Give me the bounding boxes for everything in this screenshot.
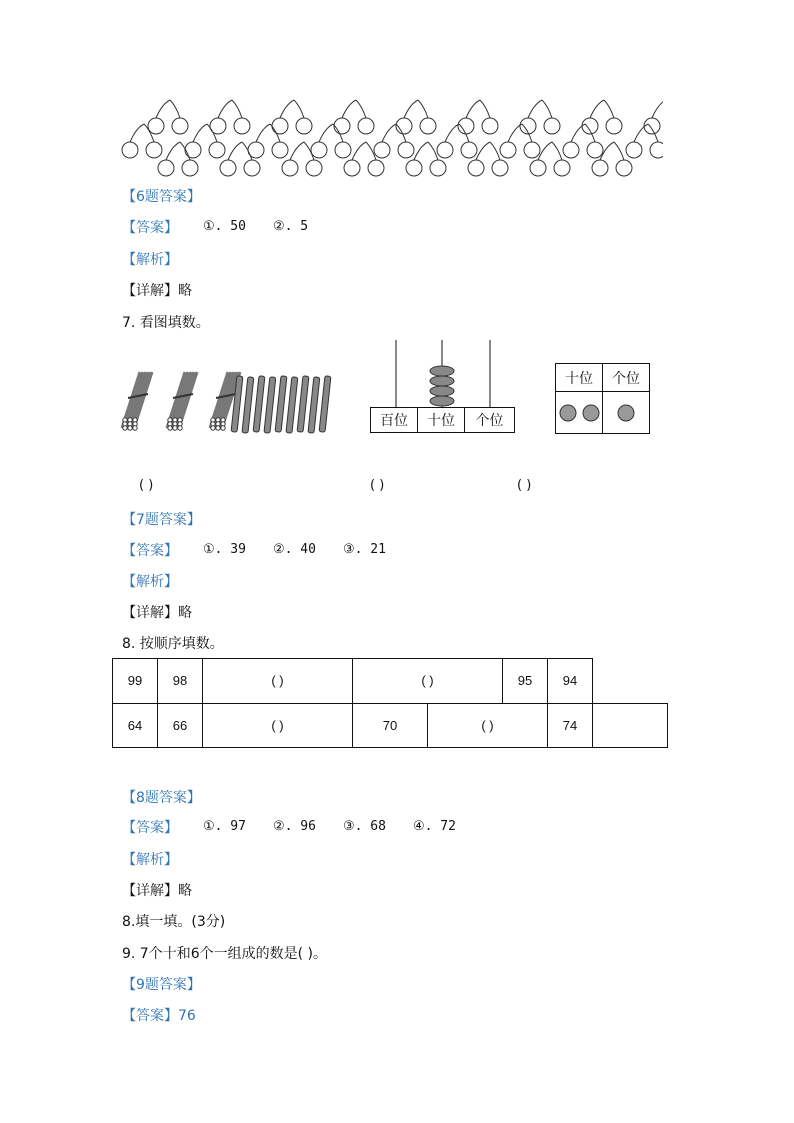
- q8-answer-2: ②. 96: [273, 819, 316, 834]
- cherry-pair-icon: [396, 100, 436, 134]
- q7-blank-3[interactable]: ( ): [517, 478, 532, 493]
- q8-answer-heading: 【8题答案】: [122, 790, 201, 806]
- table-cell: 66: [158, 703, 203, 748]
- table-cell: 99: [113, 659, 158, 704]
- cherry-pair-icon: [210, 100, 250, 134]
- cherry-pair-icon: [334, 100, 374, 134]
- q7-answer-3: ③. 21: [343, 542, 386, 557]
- abacus-beads: [430, 366, 454, 406]
- table-cell-blank[interactable]: ( ): [203, 659, 353, 704]
- q8-analysis-label: 【解析】: [122, 852, 178, 868]
- place-table-ones-cell: [602, 391, 650, 434]
- ones-counter: [614, 401, 638, 425]
- q6-detail: 【详解】略: [122, 283, 192, 299]
- cherry-pair-icon: [148, 100, 188, 134]
- abacus-label-tens: 十位: [417, 407, 465, 433]
- table-cell: 74: [548, 703, 593, 748]
- table-row: [113, 703, 668, 748]
- abacus-label-hundreds: 百位: [370, 407, 418, 433]
- single-stick-icon: [264, 377, 276, 433]
- sequence-table: [112, 658, 668, 748]
- q8-answer-label: 【答案】: [122, 820, 178, 836]
- q8-answer-3: ③. 68: [343, 819, 386, 834]
- place-table-tens-cell: [555, 391, 603, 434]
- q6-answer-label: 【答案】: [122, 220, 178, 236]
- cherry-pair-icon: [272, 100, 312, 134]
- q8-answer-4: ④. 72: [413, 819, 456, 834]
- q7-answer-2: ②. 40: [273, 542, 316, 557]
- q6-analysis-label: 【解析】: [122, 252, 178, 268]
- cherries-illustration: [118, 98, 663, 182]
- single-stick-icon: [319, 376, 331, 432]
- single-stick-icon: [275, 376, 287, 432]
- stick-bundle-icon: [122, 372, 152, 430]
- q7-blank-1[interactable]: ( ): [139, 478, 154, 493]
- single-stick-icon: [242, 377, 254, 433]
- table-cell: 94: [548, 659, 593, 704]
- q8-detail: 【详解】略: [122, 883, 192, 899]
- table-cell-blank[interactable]: ( ): [203, 703, 353, 748]
- q9-answer: 【答案】76: [122, 1008, 196, 1024]
- table-cell[interactable]: [593, 703, 668, 748]
- table-cell: 70: [353, 703, 428, 748]
- stick-bundle-icon: [167, 372, 197, 430]
- single-stick-icon: [253, 376, 265, 432]
- abacus-label-ones: 个位: [464, 407, 515, 433]
- section-title: 8.填一填。(3分): [122, 914, 226, 930]
- q6-answer-2: ②. 5: [273, 219, 309, 234]
- cherry-pair-icon: [458, 100, 498, 134]
- q7-blank-2[interactable]: ( ): [370, 478, 385, 493]
- q7-question: 7. 看图填数。: [122, 315, 210, 331]
- cherry-pair-icon: [582, 100, 622, 134]
- table-cell: 95: [503, 659, 548, 704]
- q7-answer-heading: 【7题答案】: [122, 512, 201, 528]
- abacus-illustration: [368, 338, 518, 410]
- single-stick-icon: [308, 377, 320, 433]
- q7-answer-label: 【答案】: [122, 543, 178, 559]
- place-table-header-tens: 十位: [555, 363, 603, 392]
- table-cell: 98: [158, 659, 203, 704]
- q7-answer-1: ①. 39: [203, 542, 246, 557]
- place-table-header-ones: 个位: [602, 363, 650, 392]
- q8-question: 8. 按顺序填数。: [122, 636, 224, 652]
- table-cell-blank[interactable]: ( ): [353, 659, 503, 704]
- q6-answer-1: ①. 50: [203, 219, 246, 234]
- q9-answer-heading: 【9题答案】: [122, 977, 201, 993]
- q8-answer-1: ①. 97: [203, 819, 246, 834]
- q6-answer-heading: 【6题答案】: [122, 189, 201, 205]
- stick-bundles-illustration: [112, 368, 342, 436]
- q9-question: 9. 7个十和6个一组成的数是( )。: [122, 946, 327, 962]
- table-cell-blank[interactable]: ( ): [428, 703, 548, 748]
- q7-detail: 【详解】略: [122, 605, 192, 621]
- single-stick-icon: [286, 377, 298, 433]
- single-stick-icon: [297, 376, 309, 432]
- table-cell: 64: [113, 703, 158, 748]
- q7-analysis-label: 【解析】: [122, 574, 178, 590]
- table-row: [113, 659, 668, 704]
- cherry-pair-icon: [644, 100, 663, 134]
- tens-counters: [556, 401, 602, 425]
